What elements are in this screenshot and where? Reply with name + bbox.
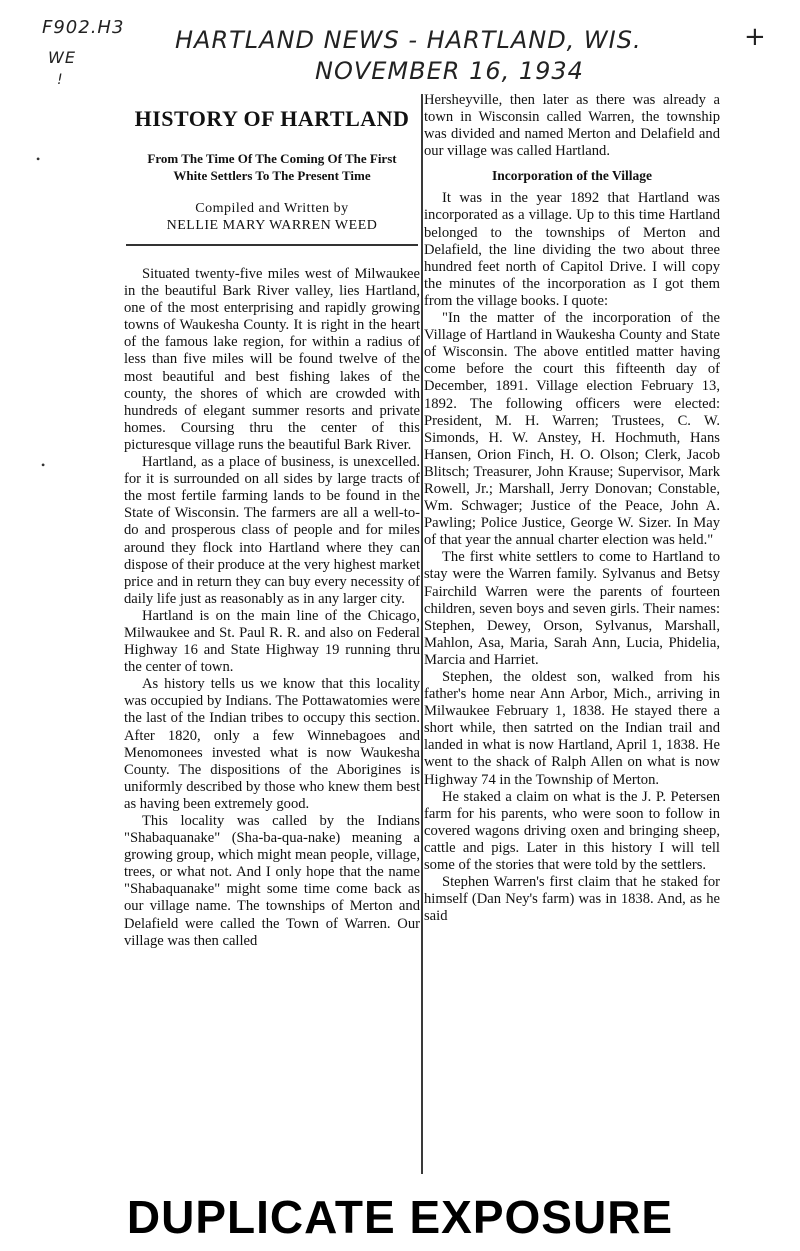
date-annotation: NOVEMBER 16, 1934 [315,57,584,85]
paragraph-continuation: Hersheyville, then later as there was already a town in Wisconsin called Warren, the township was divided and named Merton and Delafield and our village was called Hartland. [424,92,720,160]
source-annotation: HARTLAND NEWS - HARTLAND, WIS. [175,26,642,54]
credit-line: Compiled and Written by [195,201,349,216]
paragraph: It was in the year 1892 that Hartland was incorporated as a village. Up to this time Hartland belonged to the townships of Merton and Delafield, the line dividing the two about three hundred feet north of Capitol Drive. I will copy the minutes of the incorporation as I got them from the village books. I quote: [424,190,720,309]
article-subhead: From The Time Of The Coming Of The First White Settlers To The Present Time [147,151,397,183]
call-number-annotation: F902.H3 [42,17,125,38]
article-headline: HISTORY OF HARTLAND [134,106,410,131]
author-name: NELLIE MARY WARREN WEED [166,218,378,233]
duplicate-exposure-stamp: DUPLICATE EXPOSURE [126,1191,674,1243]
paragraph: This locality was called by the Indians "Shabaquanake" (Sha-ba-qua-nake) meaning a growing group, which might mean people, village, trees, or what not. And I only hope that the name "Shabaquanake" might some time come back as our village name. The townships of Merton and Delafield were called the Town of Warren. Our village was then called [124,813,420,949]
column-divider [421,94,423,1174]
paragraph: The first white settlers to come to Hartland to stay were the Warren family. Sylvanus and Betsy Fairchild Warren were the parents of fourteen children, seven boys and seven girls. Their names: Stephen, Dewey, Orson, Sylvanus, Marshall, Mahlon, Asa, Maria, Sarah Ann, Lucia, Phidelia, Marcia and Harriet. [424,549,720,668]
tick-mark-annotation: ! [57,72,64,88]
paragraph: Hartland, as a place of business, is unexcelled. for it is surrounded on all sides by large tracts of the most fertile farming lands to be found in the State of Wisconsin. The farmers are all a well-to-do and prosperous class of people and for miles around they flock into Hartland where they can dispose of their produce at the very highest market price and in return they can buy every necessity of daily life just as reasonably as in any larger city. [124,454,420,607]
paragraph: Stephen Warren's first claim that he staked for himself (Dan Ney's farm) was in 1838. And, as he said [424,874,720,925]
initials-annotation: WE [48,48,76,67]
article-column-left [124,92,420,1175]
margin-speck-icon: • [36,152,41,166]
paragraph: As history tells us we know that this locality was occupied by Indians. The Pottawatomies were the last of the Indian tribes to occupy this section. After 1820, only a few Winnebagoes and Menomonees invested what is now Waukesha County. The dispositions of the Aborigines is uniformly described by those who knew them best as having been extremely good. [124,676,420,812]
plus-mark-annotation: + [744,22,767,52]
section-heading: Incorporation of the Village [491,168,653,184]
paragraph: Situated twenty-five miles west of Milwaukee in the beautiful Bark River valley, lies Hartland, one of the most enterprising and rapidly growing towns of Waukesha County. It is right in the heart of the famous lake region, for within a radius of less than five miles will be found twelve of the most beautiful and best fishing lakes of the county, the shores of which are crowded with hundreds of elegant summer resorts and private homes. Coursing thru the center of this picturesque village runs the beautiful Bark River. [124,266,420,453]
paragraph: Stephen, the oldest son, walked from his father's home near Ann Arbor, Mich., arriving in Milwaukee February 1, 1838. He stayed there a short while, then satrted on the Indian trail and landed in what is now Hartland, April 1, 1838. He went to the shack of Ralph Allen on what is now Highway 74 in the Township of Merton. [424,669,720,788]
paragraph: "In the matter of the incorporation of the Village of Hartland in Waukesha County and State of Wisconsin. The above entitled matter having come before the court this fifteenth day of December, 1891. Village election February 13, 1892. The following officers were elected: President, M. H. Warren; Trustees, C. W. Simonds, H. W. Anstey, H. Hochmuth, Hans Hansen, Orion Finch, H. O. Olson; Clerk, Jacob Blitsch; Treasurer, John Krause; Supervisor, Mark Rowell, Jr.; Marshall, Jerry Donovan; Constable, Wm. Schwager; Justice of the Peace, John A. Pawling; Police Justice, George W. Sizer. In May of that year the annual charter election was held." [424,310,720,549]
headline-divider [126,244,418,246]
paragraph: Hartland is on the main line of the Chicago, Milwaukee and St. Paul R. R. and also on Federal Highway 16 and State Highway 19 running thru the center of town. [124,607,420,676]
paragraph: He staked a claim on what is the J. P. Petersen farm for his parents, who were soon to follow in covered wagons driving oxen and bringing sheep, cattle and pigs. Later in this history I will tell some of the stories that were told by the settlers. [424,788,720,874]
article-column-right [424,92,720,1175]
article-credit [124,200,420,234]
margin-speck-icon: • [41,458,46,472]
